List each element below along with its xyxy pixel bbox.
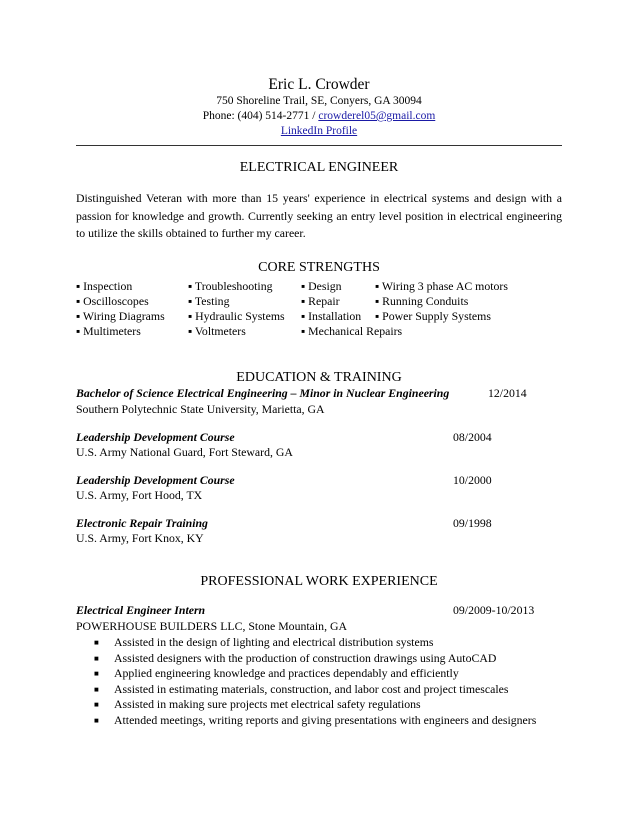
education-title: Electronic Repair Training bbox=[76, 516, 208, 530]
strength-item: ▪ Troubleshooting bbox=[188, 279, 273, 293]
education-date: 09/1998 bbox=[453, 516, 492, 530]
list-item: ■ Assisted in the design of lighting and electrical distribution systems bbox=[94, 635, 536, 651]
education-school: U.S. Army National Guard, Fort Steward, GA bbox=[76, 445, 293, 459]
strength-item: ▪ Hydraulic Systems bbox=[188, 309, 285, 323]
header-divider bbox=[76, 145, 562, 146]
list-item: ■ Attended meetings, writing reports and giving presentations with engineers and designers bbox=[94, 713, 536, 729]
list-item: ■ Assisted designers with the production of construction drawings using AutoCAD bbox=[94, 651, 536, 667]
job-company: POWERHOUSE BUILDERS LLC, Stone Mountain, GA bbox=[76, 619, 347, 633]
education-title: Leadership Development Course bbox=[76, 473, 235, 487]
education-heading: EDUCATION & TRAINING bbox=[236, 370, 402, 385]
strength-item: ▪ Installation bbox=[301, 309, 362, 323]
strength-item: ▪ Wiring 3 phase AC motors bbox=[375, 279, 508, 293]
strength-item: ▪ Inspection bbox=[76, 279, 133, 293]
resume-title: ELECTRICAL ENGINEER bbox=[239, 160, 399, 175]
strength-item: ▪ Oscilloscopes bbox=[76, 294, 149, 308]
list-item: ■ Applied engineering knowledge and practices dependably and efficiently bbox=[94, 666, 536, 682]
core-strengths-heading: CORE STRENGTHS bbox=[258, 260, 380, 275]
strength-item: ▪ Mechanical Repairs bbox=[301, 324, 403, 338]
strength-item: ▪ Running Conduits bbox=[375, 294, 469, 308]
phone: Phone: (404) 514-2771 / bbox=[202, 110, 319, 122]
education-date: 08/2004 bbox=[453, 430, 492, 444]
education-title: Leadership Development Course bbox=[76, 430, 235, 444]
strength-item: ▪ Multimeters bbox=[76, 324, 141, 338]
strength-item: ▪ Wiring Diagrams bbox=[76, 309, 165, 323]
job-duties-list bbox=[94, 635, 536, 728]
education-school: U.S. Army, Fort Hood, TX bbox=[76, 488, 203, 502]
strength-item: ▪ Design bbox=[301, 279, 342, 293]
education-school: Southern Polytechnic State University, Marietta, GA bbox=[76, 402, 325, 416]
candidate-name: Eric L. Crowder bbox=[268, 76, 370, 93]
job-title: Electrical Engineer Intern bbox=[76, 603, 206, 617]
education-date: 12/2014 bbox=[488, 386, 527, 400]
strength-item: ▪ Power Supply Systems bbox=[375, 309, 491, 323]
summary-paragraph: Distinguished Veteran with more than 15 years' experience in electrical systems and design with a passion for knowledge and growth. Currently seeking an entry level position in electrical engineering to utilize the skills obtained to further my career. bbox=[76, 191, 562, 240]
email-link[interactable]: crowderel05@gmail.com bbox=[318, 110, 436, 122]
education-school: U.S. Army, Fort Knox, KY bbox=[76, 531, 204, 545]
strength-item: ▪ Testing bbox=[188, 294, 230, 308]
list-item: ■ Assisted in making sure projects met electrical safety regulations bbox=[94, 697, 536, 713]
strength-item: ▪ Repair bbox=[301, 294, 340, 308]
linkedin-link[interactable]: LinkedIn Profile bbox=[280, 125, 358, 137]
education-title: Bachelor of Science Electrical Engineering – Minor in Nuclear Engineering bbox=[76, 386, 450, 400]
address: 750 Shoreline Trail, SE, Conyers, GA 30094 bbox=[216, 95, 422, 107]
list-item: ■ Assisted in estimating materials, construction, and labor cost and project timescales bbox=[94, 682, 536, 698]
contact-line bbox=[0, 109, 638, 125]
education-date: 10/2000 bbox=[453, 473, 492, 487]
job-date: 09/2009-10/2013 bbox=[453, 603, 535, 617]
experience-heading: PROFESSIONAL WORK EXPERIENCE bbox=[200, 574, 438, 589]
strength-item: ▪ Voltmeters bbox=[188, 324, 246, 338]
linkedin-row bbox=[0, 124, 638, 140]
